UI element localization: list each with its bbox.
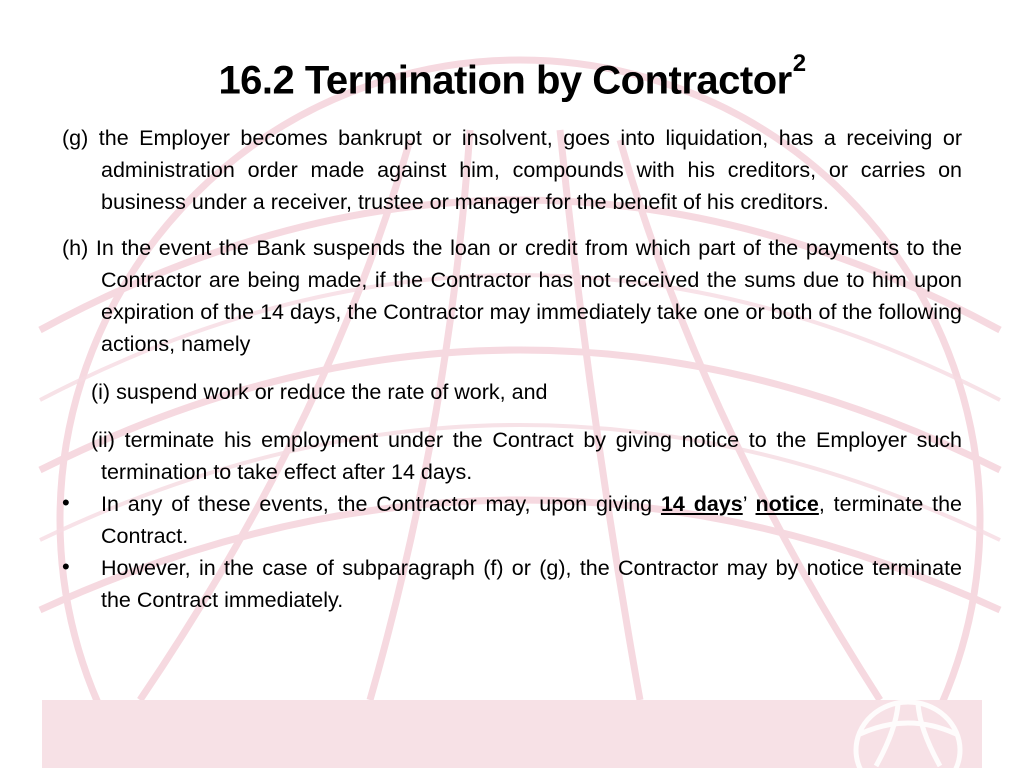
bullet-item-notice [62, 488, 962, 552]
bullet-icon: • [62, 490, 70, 515]
bullet-text-part2: ’ [742, 492, 756, 516]
slide-body [62, 122, 962, 616]
fidic-logo-watermark-icon [846, 690, 970, 768]
title-superscript: 2 [792, 50, 806, 77]
slide-title-text: 16.2 Termination by Contractor [218, 58, 792, 103]
bullet-text-part1: In any of these events, the Contractor may, upon giving [101, 492, 661, 516]
paragraph-i: (i) suspend work or reduce the rate of work, and [91, 380, 548, 404]
bullet-text: However, in the case of subparagraph (f) or (g), the Contractor may by notice terminate the Contract immediately. [101, 556, 962, 612]
bullet-emphasis-notice: notice [755, 492, 819, 516]
bullet-item-immediate [62, 552, 962, 616]
bullet-text-part3: , terminate the Contract. [101, 492, 962, 548]
paragraph-h: (h) In the event the Bank suspends the loan or credit from which part of the payments to the Contractor are being made, if the Contractor has not received the sums due to him upon expiration of the 14 days, the Contractor may immediately take one or both of the following actions, namely [62, 236, 962, 356]
bullet-emphasis-days: 14 days [660, 492, 743, 516]
bullet-icon: • [62, 554, 70, 579]
footer-band [42, 700, 982, 768]
paragraph-g: (g) the Employer becomes bankrupt or insolvent, goes into liquidation, has a receiving or administration order made against him, compounds with his creditors, or carries on business under a receiver, trustee or manager for the benefit of his creditors. [62, 126, 962, 214]
paragraph-ii: (ii) terminate his employment under the Contract by giving notice to the Employer such termination to take effect after 14 days. [91, 428, 962, 484]
slide-title [0, 44, 1024, 108]
